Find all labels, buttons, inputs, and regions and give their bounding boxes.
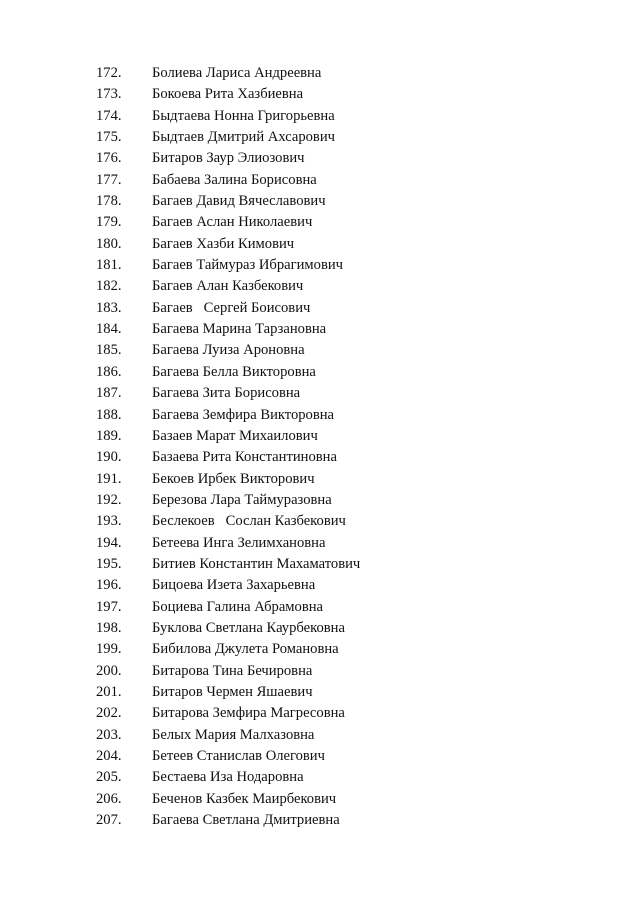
entry-full-name: Багаева Зита Борисовна [152, 385, 301, 402]
entry-number: 202. [96, 705, 122, 722]
list-item [0, 212, 640, 233]
entry-number: 176. [96, 150, 122, 167]
entry-full-name: Бетеева Инга Зелимхановна [152, 534, 326, 551]
list-item [0, 319, 640, 340]
list-item [0, 533, 640, 554]
numbered-name-list [0, 63, 640, 831]
entry-full-name: Бетеев Станислав Олегович [152, 748, 325, 764]
list-item [0, 789, 640, 810]
list-item [0, 298, 640, 319]
entry-number: 201. [96, 683, 122, 700]
list-item [0, 170, 640, 191]
entry-full-name: Багаев Хазби Кимович [152, 235, 295, 252]
entry-number: 174. [96, 107, 122, 124]
list-item [0, 276, 640, 297]
entry-full-name: Березова Лара Таймуразовна [152, 491, 332, 508]
entry-number: 179. [96, 214, 122, 231]
entry-number: 197. [96, 598, 122, 615]
list-item [0, 84, 640, 105]
entry-full-name: Быдтаева Нонна Григорьевна [152, 107, 335, 124]
entry-full-name: Багаева Марина Тарзановна [152, 321, 327, 338]
list-item [0, 362, 640, 383]
entry-full-name: Багаева Белла Викторовна [152, 363, 316, 380]
entry-number: 182. [96, 278, 122, 295]
entry-full-name: Бицоева Изета Захарьевна [152, 577, 316, 594]
list-item [0, 746, 640, 767]
entry-full-name: Бекоев Ирбек Викторович [152, 470, 315, 487]
list-item [0, 575, 640, 596]
entry-number: 181. [96, 257, 122, 274]
entry-number: 185. [96, 342, 122, 359]
list-item [0, 810, 640, 831]
list-item [0, 661, 640, 682]
list-item [0, 618, 640, 639]
list-item [0, 597, 640, 618]
entry-full-name: Беченов Казбек Маирбекович [152, 790, 337, 807]
entry-number: 194. [96, 534, 122, 551]
entry-number: 178. [96, 193, 122, 210]
list-item [0, 340, 640, 361]
entry-full-name: Буклова Светлана Каурбековна [152, 619, 345, 636]
entry-full-name: Боциева Галина Абрамовна [152, 598, 324, 615]
entry-full-name: Битиев Константин Махаматович [152, 555, 361, 572]
list-item [0, 383, 640, 404]
list-item [0, 255, 640, 276]
entry-number: 188. [96, 406, 122, 423]
list-item [0, 106, 640, 127]
entry-number: 191. [96, 470, 122, 487]
list-item [0, 703, 640, 724]
entry-full-name: Багаев Алан Казбекович [152, 278, 304, 295]
list-item [0, 490, 640, 511]
entry-number: 192. [96, 491, 122, 508]
entry-number: 200. [96, 662, 122, 679]
entry-full-name: Багаева Земфира Викторовна [152, 406, 335, 423]
list-item [0, 234, 640, 255]
list-item [0, 767, 640, 788]
entry-number: 189. [96, 427, 122, 444]
list-item [0, 426, 640, 447]
list-item [0, 405, 640, 426]
entry-full-name: Битаров Заур Элиозович [152, 150, 305, 167]
entry-number: 175. [96, 129, 122, 146]
entry-full-name: Битарова Тина Бечировна [152, 662, 313, 679]
list-item [0, 127, 640, 148]
entry-full-name: Багаева Светлана Дмитриевна [152, 812, 340, 829]
list-item [0, 511, 640, 532]
list-item [0, 63, 640, 84]
entry-full-name: Белых Мария Малхазовна [152, 726, 315, 743]
entry-full-name: Багаев Аслан Николаевич [152, 214, 313, 231]
list-item [0, 447, 640, 468]
entry-full-name: Багаева Луиза Ароновна [152, 342, 305, 359]
entry-full-name: Быдтаев Дмитрий Ахсарович [152, 129, 335, 146]
entry-number: 206. [96, 790, 122, 807]
entry-number: 204. [96, 748, 122, 764]
entry-number: 195. [96, 555, 122, 572]
entry-full-name: Базаева Рита Константиновна [152, 449, 337, 466]
entry-number: 193. [96, 513, 122, 530]
entry-number: 184. [96, 321, 122, 338]
entry-number: 177. [96, 171, 122, 188]
entry-full-name: Болиева Лариса Андреевна [152, 65, 322, 81]
list-item [0, 725, 640, 746]
entry-number: 190. [96, 449, 122, 466]
entry-number: 183. [96, 299, 122, 316]
list-item [0, 682, 640, 703]
entry-full-name: Багаев Таймураз Ибрагимович [152, 257, 344, 274]
entry-full-name: Бестаева Иза Нодаровна [152, 769, 304, 786]
list-item [0, 191, 640, 212]
entry-full-name: Битарова Земфира Магресовна [152, 705, 345, 722]
entry-number: 187. [96, 385, 122, 402]
list-item [0, 554, 640, 575]
entry-full-name: Базаев Марат Михаилович [152, 427, 318, 444]
entry-number: 173. [96, 86, 122, 103]
entry-full-name: Бабаева Залина Борисовна [152, 171, 317, 188]
entry-number: 207. [96, 812, 122, 829]
entry-number: 199. [96, 641, 122, 658]
entry-full-name: Бибилова Джулета Романовна [152, 641, 339, 658]
entry-number: 203. [96, 726, 122, 743]
entry-number: 196. [96, 577, 122, 594]
entry-full-name: Багаев Сергей Боисович [152, 299, 311, 316]
list-item [0, 639, 640, 660]
entry-full-name: Багаев Давид Вячеславович [152, 193, 326, 210]
entry-number: 180. [96, 235, 122, 252]
list-item [0, 148, 640, 169]
entry-number: 172. [96, 65, 122, 81]
list-item [0, 469, 640, 490]
entry-number: 205. [96, 769, 122, 786]
entry-full-name: Бокоева Рита Хазбиевна [152, 86, 304, 103]
entry-full-name: Битаров Чермен Яшаевич [152, 683, 313, 700]
entry-number: 186. [96, 363, 122, 380]
entry-number: 198. [96, 619, 122, 636]
entry-full-name: Беслекоев Сослан Казбекович [152, 513, 346, 530]
